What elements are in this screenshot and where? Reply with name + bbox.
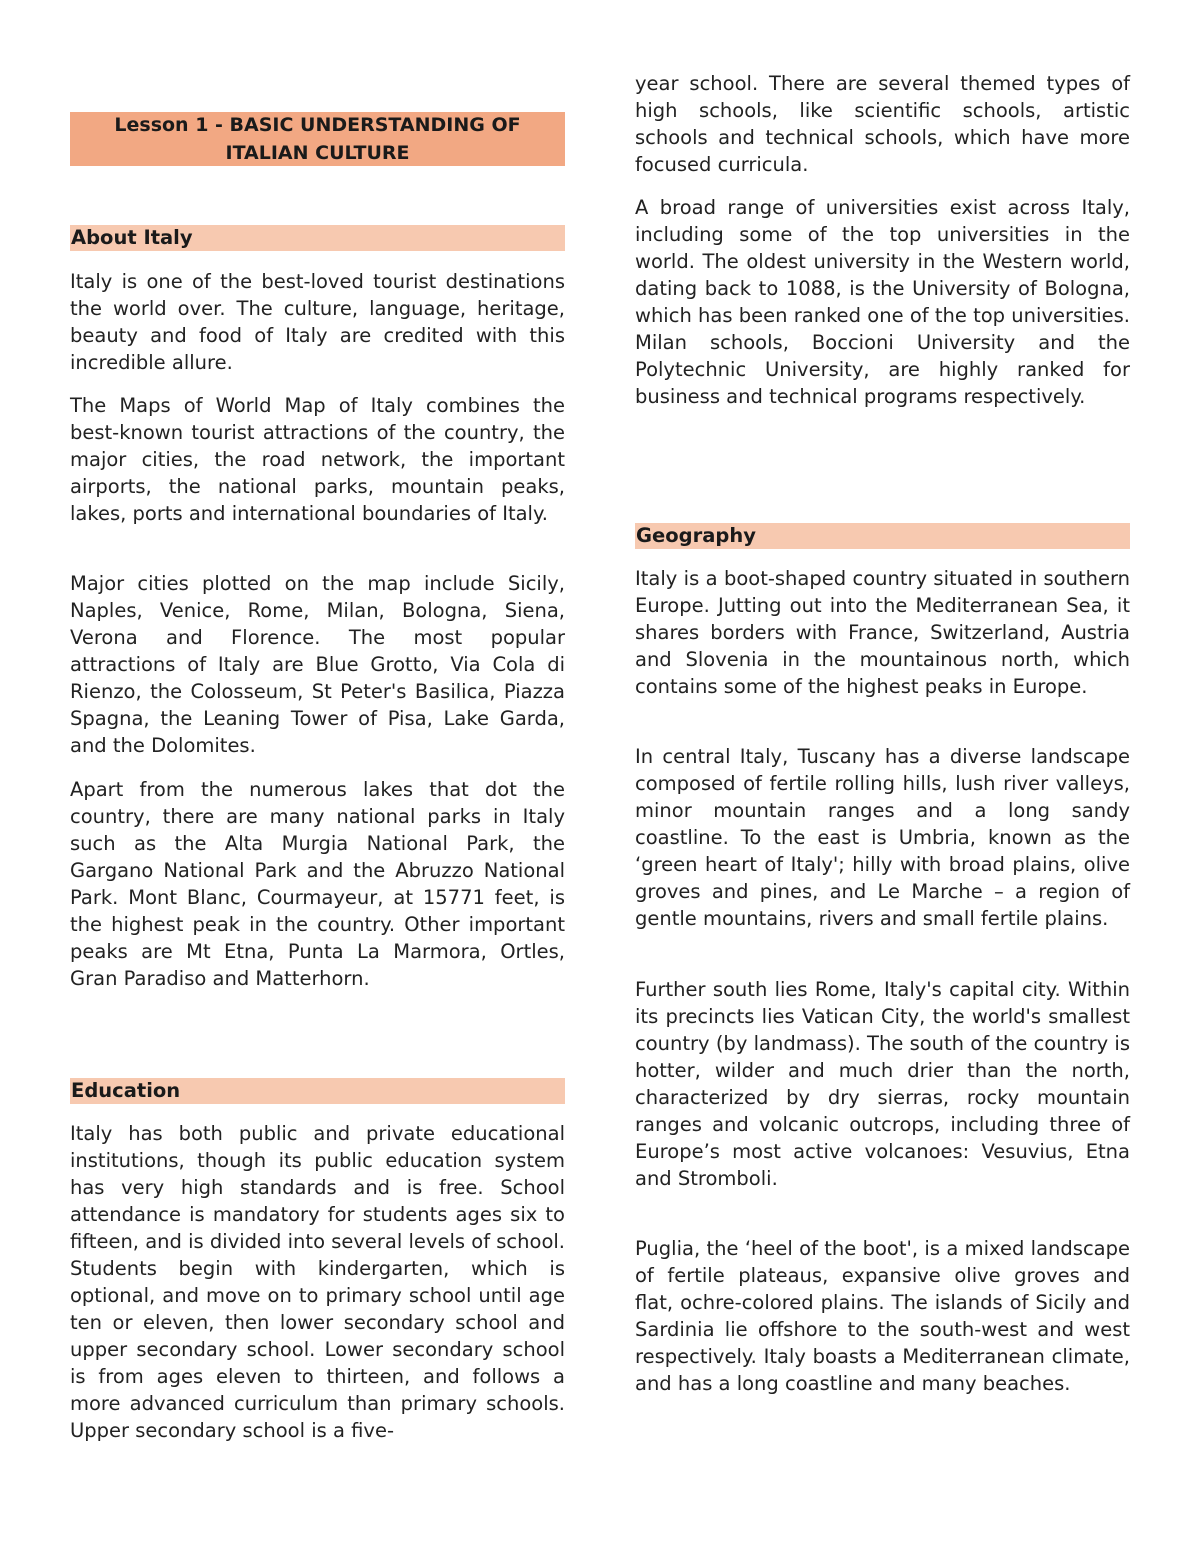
heading-geography: Geography (635, 523, 1130, 549)
education-paragraph-2: A broad range of universities exist across Italy, including some of the top universities in the world. The oldest university in the Western world, dating back to 1088, is the University of Bologna, which has been ranked one of the top universities. Milan schools, Boccioni University and the Polytechnic University, are highly ranked for business and technical programs respectively. (635, 196, 1130, 408)
about-paragraph-1: Italy is one of the best-loved tourist destinations the world over. The culture, language, heritage, beauty and food of Italy are credited with this incredible allure. (70, 270, 565, 374)
about-paragraph-4: Apart from the numerous lakes that dot the country, there are many national parks in Italy such as the Alta Murgia National Park, the Gargano National Park and the Abruzzo National Park. Mont Blanc, Courmayeur, at 15771 feet, is the highest peak in the country. Other important peaks are Mt Etna, Punta La Marmora, Ortles, Gran Paradiso and Matterhorn. (70, 778, 565, 990)
about-paragraph-3: Major cities plotted on the map include Sicily, Naples, Venice, Rome, Milan, Bologna, Siena, Verona and Florence. The most popular attractions of Italy are Blue Grotto, Via Cola di Rienzo, the Colosseum, St Peter's Basilica, Piazza Spagna, the Leaning Tower of Pisa, Lake Garda, and the Dolomites. (70, 572, 565, 757)
about-paragraph-2: The Maps of World Map of Italy combines the best-known tourist attractions of the country, the major cities, the road network, the important airports, the national parks, mountain peaks, lakes, ports and international boundaries of Italy. (70, 394, 565, 525)
geography-paragraph-1: Italy is a boot-shaped country situated in southern Europe. Jutting out into the Mediterranean Sea, it shares borders with France, Switzerland, Austria and Slovenia in the mountainous north, which contains some of the highest peaks in Europe. (635, 567, 1130, 698)
lesson-title: Lesson 1 - BASIC UNDERSTANDING OF ITALIAN CULTURE (70, 112, 565, 166)
education-paragraph-1-part1: Italy has both public and private educational institutions, though its public education system has very high standards and is free. School attendance is mandatory for students ages six to fifteen, and is divided into several levels of school. Students begin with kindergarten, which is optional, and move on to primary school until age ten or eleven, then lower secondary school and upper secondary school. Lower secondary school is from ages eleven to thirteen, and follows a more advanced curriculum than primary schools. Upper secondary school is a five- (70, 1122, 565, 1442)
heading-about-italy: About Italy (70, 225, 565, 251)
heading-education: Education (70, 1078, 565, 1104)
geography-paragraph-2: In central Italy, Tuscany has a diverse landscape composed of fertile rolling hills, lush river valleys, minor mountain ranges and a long sandy coastline. To the east is Umbria, known as the ‘green heart of Italy'; hilly with broad plains, olive groves and pines, and Le Marche – a region of gentle mountains, rivers and small fertile plains. (635, 745, 1130, 930)
geography-paragraph-3: Further south lies Rome, Italy's capital city. Within its precincts lies Vatican City, the world's smallest country (by landmass). The south of the country is hotter, wilder and much drier than the north, characterized by dry sierras, rocky mountain ranges and volcanic outcrops, including three of Europe’s most active volcanoes: Vesuvius, Etna and Stromboli. (635, 978, 1130, 1190)
geography-paragraph-4: Puglia, the ‘heel of the boot', is a mixed landscape of fertile plateaus, expansive olive groves and flat, ochre-colored plains. The islands of Sicily and Sardinia lie offshore to the south-west and west respectively. Italy boasts a Mediterranean climate, and has a long coastline and many beaches. (635, 1237, 1130, 1395)
education-paragraph-1-part2: year school. There are several themed types of high schools, like scientific schools, artistic schools and technical schools, which have more focused curricula. (635, 72, 1130, 176)
